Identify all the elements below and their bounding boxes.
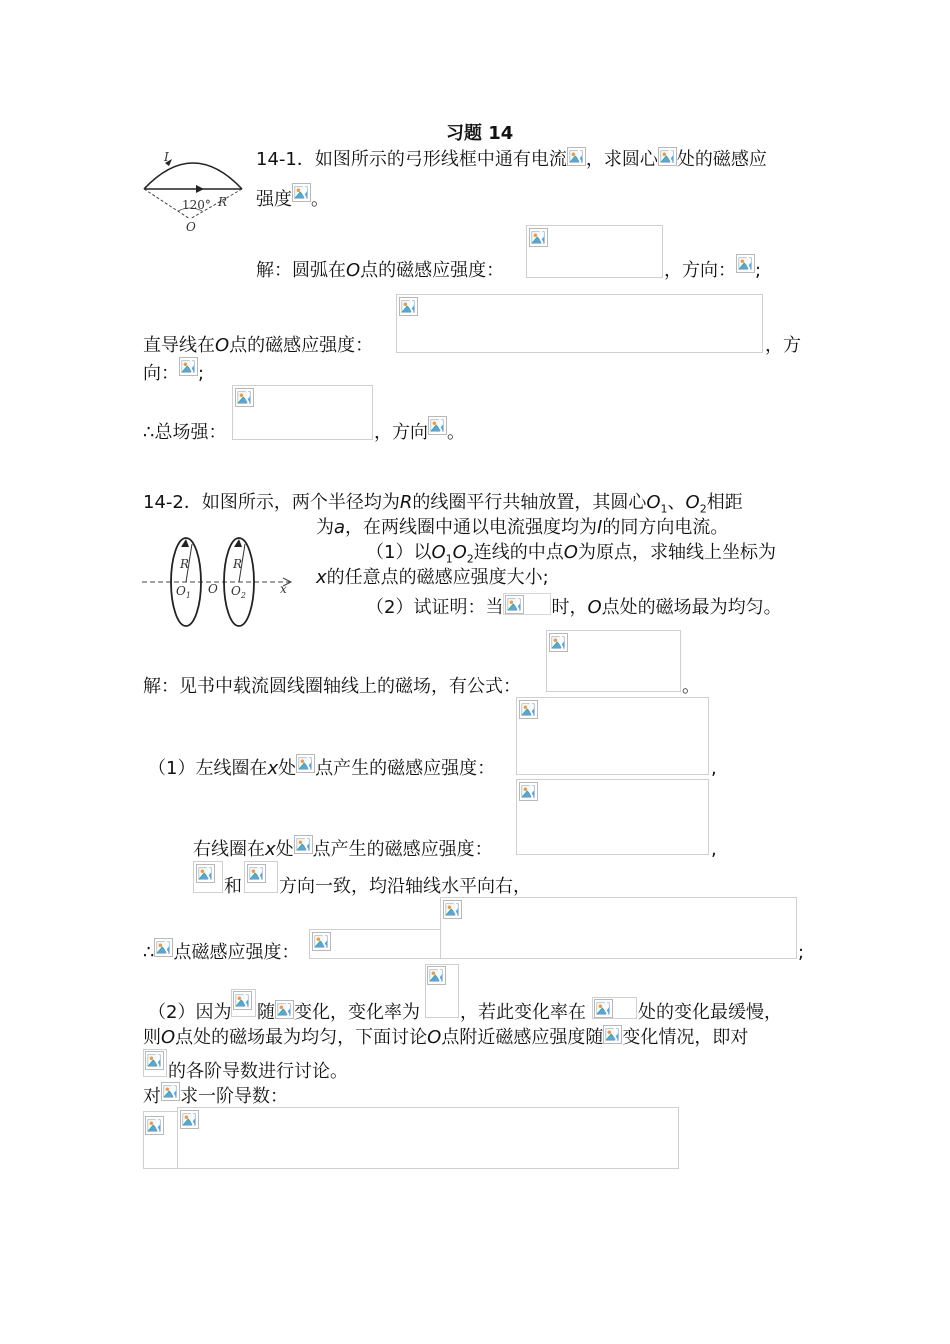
q2-sol-part2-line1d: 处的变化最缓慢， (638, 1002, 782, 1023)
q1-arc-direction: ，方向： ; (664, 260, 761, 282)
formula-image-icon (505, 595, 524, 614)
q2-line1: 14-2．如图所示，两个半径均为R的线圈平行共轴放置，其圆心$O_1$、$O_2$相距 (143, 492, 743, 516)
fig1-angle-label: 120° (182, 198, 211, 212)
q2-sol-total: ∴ 点磁感应强度： (143, 942, 299, 964)
formula-box (396, 294, 763, 353)
formula-box (516, 697, 709, 775)
formula-image-icon (594, 999, 613, 1018)
formula-box (244, 861, 278, 893)
formula-image-icon (312, 932, 331, 951)
fig1-radius-label: R (218, 195, 228, 209)
formula-image-icon (180, 1110, 199, 1129)
formula-image-icon (428, 416, 447, 435)
q2-sol-left-coil: （1）左线圈在x处 点产生的磁感应强度： (148, 758, 495, 780)
fig2-x-label: x (280, 582, 287, 596)
formula-box (309, 929, 441, 959)
formula-image-icon (296, 754, 315, 773)
q1-line1: 14-1．如图所示的弓形线框中通有电流 ，求圆心 处的磁感应 (256, 149, 767, 170)
q1-total-direction: ，方向 。 (374, 422, 465, 444)
formula-image-icon (179, 357, 198, 376)
formula-image-icon (145, 1051, 164, 1070)
formula-image-icon (658, 147, 677, 166)
q2-sol-formula: 解：见书中载流圆线圈轴线上的磁场，有公式： (143, 676, 521, 697)
q2-sol-part2-line1b: 随 变化，变化率为 (257, 1002, 420, 1023)
q1-solution-arc: 解：圆弧在O点的磁感应强度： (256, 260, 505, 281)
formula-box (143, 1049, 167, 1077)
q2-sol-part2-line3: 的各阶导数进行讨论。 (168, 1061, 348, 1082)
formula-image-icon (399, 297, 418, 316)
coaxial-coils-figure (140, 535, 298, 631)
q2-line2: 为a，在两线圈中通以电流强度均为I的同方向电流。 (316, 517, 729, 538)
q2-sol-left-end: , (711, 758, 717, 779)
formula-box (232, 385, 373, 440)
formula-image-icon (443, 900, 462, 919)
formula-image-icon (235, 388, 254, 407)
q1-solution-line: 直导线在O点的磁感应强度： (143, 335, 374, 356)
formula-image-icon (292, 183, 311, 202)
q2-sol-formula-end: 。 (682, 676, 700, 697)
formula-box (526, 225, 663, 278)
arc-frame-figure (138, 143, 248, 235)
formula-image-icon (736, 254, 755, 273)
fig2-radius-label-2: R (233, 557, 243, 571)
q2-sol-direction: 方向一致，均沿轴线水平向右， (279, 876, 531, 897)
formula-image-icon (294, 835, 313, 854)
q2-sol-right-end: , (711, 839, 717, 860)
formula-box (440, 897, 797, 959)
q2-line4: x的任意点的磁感应强度大小; (316, 567, 549, 588)
formula-image-icon (427, 966, 446, 985)
q2-line5: （2）试证明：当 时，O点处的磁场最为均匀。 (366, 597, 782, 619)
formula-box (231, 989, 256, 1017)
formula-image-icon (549, 633, 568, 652)
formula-image-icon (233, 991, 252, 1010)
formula-box (546, 630, 681, 692)
fig2-o-label: O (208, 582, 218, 596)
fig2-radius-label-1: R (180, 557, 190, 571)
fig2-o1-label: $O_1$ (176, 584, 191, 600)
formula-image-icon (567, 147, 586, 166)
q2-sol-part2-line1c: ，若此变化率在 (460, 1002, 586, 1023)
formula-image-icon (275, 1000, 294, 1019)
formula-box (177, 1107, 679, 1169)
q1-line-direction-b: 向： ; (143, 363, 204, 385)
formula-image-icon (154, 938, 173, 957)
formula-image-icon (247, 864, 266, 883)
page-title: 习题 14 (446, 123, 514, 144)
formula-box (516, 779, 709, 855)
q1-line2: 强度 。 (256, 189, 329, 211)
formula-box (425, 964, 459, 1018)
formula-box (503, 593, 551, 615)
formula-image-icon (145, 1116, 164, 1135)
q2-line3: （1）以$O_1O_2$连线的中点O为原点，求轴线上坐标为 (366, 542, 776, 566)
q2-sol-right-coil: 右线圈在x处 点产生的磁感应强度： (193, 839, 493, 861)
q2-sol-part2-line4: 对 求一阶导数： (143, 1086, 288, 1108)
fig1-current-label: I (164, 150, 169, 164)
formula-image-icon (529, 228, 548, 247)
q1-total-field: ∴总场强： (143, 422, 227, 443)
formula-box (143, 1111, 178, 1169)
fig1-center-label: O (186, 220, 196, 234)
formula-image-icon (161, 1082, 180, 1101)
formula-image-icon (603, 1025, 622, 1044)
q2-sol-total-end: ; (798, 942, 805, 963)
fig2-o2-label: $O_2$ (231, 584, 246, 600)
formula-image-icon (519, 782, 538, 801)
q2-sol-part2-line2: 则O点处的磁场最为均匀，下面讨论O点附近磁感应强度随 变化情况，即对 (143, 1027, 749, 1048)
formula-image-icon (196, 864, 215, 883)
q2-sol-part2-line1: （2）因为 (148, 1002, 232, 1023)
q2-sol-and: 和 (224, 876, 242, 897)
formula-box (592, 997, 637, 1019)
q1-line-direction-a: ，方 (765, 335, 801, 356)
formula-box (193, 861, 223, 893)
formula-image-icon (519, 700, 538, 719)
